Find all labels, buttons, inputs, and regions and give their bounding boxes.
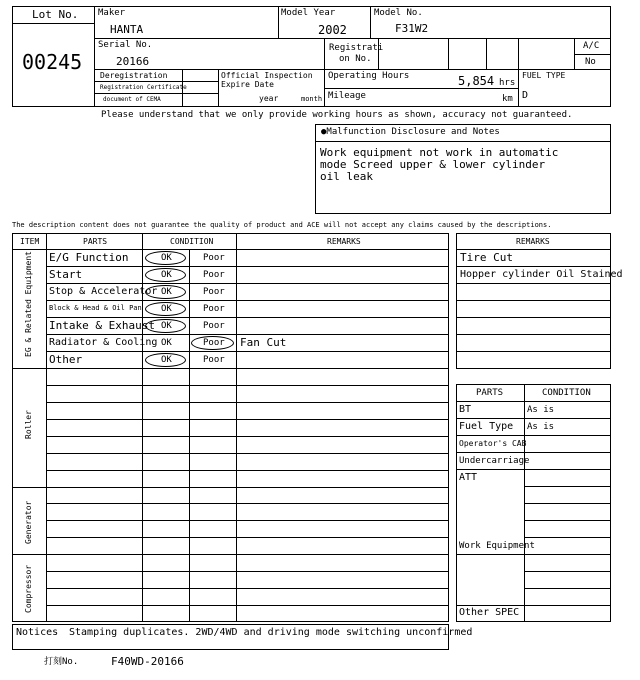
- serial-label: Serial No.: [98, 40, 153, 50]
- divider: [324, 88, 518, 89]
- registration-certificate-label: Registration Certificate: [100, 84, 187, 91]
- divider: [524, 520, 611, 521]
- divider: [236, 233, 237, 622]
- ok-option[interactable]: OK: [161, 287, 172, 297]
- divider: [456, 554, 611, 555]
- divider: [456, 317, 611, 318]
- working-hours-notice: Please understand that we only provide working hours as shown, accuracy not guaranteed.: [101, 110, 573, 120]
- divider: [46, 266, 449, 267]
- header-parts: PARTS: [83, 237, 108, 246]
- divider: [324, 38, 325, 107]
- poor-option[interactable]: Poor: [203, 321, 225, 331]
- model-year-label: Model Year: [281, 8, 336, 18]
- divider: [456, 266, 611, 267]
- divider: [12, 23, 94, 24]
- bt-label: BT: [459, 404, 472, 415]
- model-year-value: 2002: [318, 23, 347, 37]
- divider: [324, 69, 611, 70]
- part-other: Other: [49, 353, 83, 366]
- divider: [12, 487, 449, 488]
- registration-label-1: Registrati: [329, 43, 384, 53]
- divider: [218, 69, 219, 107]
- divider: [524, 486, 611, 487]
- remark-item: Hopper cylinder Oil Stained: [460, 269, 623, 280]
- divider: [46, 537, 449, 538]
- lot-label: Lot No.: [32, 8, 79, 21]
- divider: [46, 300, 449, 301]
- bt-value: As is: [527, 405, 555, 415]
- divider: [46, 283, 449, 284]
- divider: [448, 38, 449, 69]
- mileage-label: Mileage: [328, 91, 366, 101]
- divider: [46, 588, 449, 589]
- divider: [46, 453, 449, 454]
- divider: [574, 54, 611, 55]
- notices-label: Notices: [16, 627, 59, 638]
- divider: [46, 571, 449, 572]
- divider: [46, 233, 47, 622]
- ok-option[interactable]: OK: [161, 270, 172, 280]
- divider: [12, 554, 449, 555]
- operator-cab-label: Operator's CAB: [459, 439, 527, 448]
- divider: [524, 537, 611, 538]
- remark-item: Tire Cut: [460, 251, 513, 264]
- lot-number: 00245: [22, 50, 83, 74]
- divider: [46, 317, 449, 318]
- work-equipment-label: Work Equipment: [459, 541, 535, 551]
- model-no-label: Model No.: [374, 8, 423, 18]
- malfunction-title: ●Malfunction Disclosure and Notes: [321, 127, 500, 137]
- poor-option[interactable]: Poor: [203, 355, 225, 365]
- poor-option[interactable]: Poor: [203, 253, 225, 263]
- divider: [278, 6, 279, 38]
- operating-hours-value: 5,854: [458, 74, 495, 88]
- malfunction-text: Work equipment not work in automatic mode Screed upper & lower cylinder oil leak: [320, 146, 559, 183]
- poor-option[interactable]: Poor: [203, 338, 225, 348]
- divider: [524, 588, 611, 589]
- part-radiator-cooling: Radiator & Cooling: [49, 337, 158, 348]
- group-roller: Roller: [24, 410, 33, 440]
- divider: [12, 368, 449, 369]
- parts-header: PARTS: [476, 388, 504, 398]
- condition-header: CONDITION: [542, 388, 591, 398]
- remark-radiator: Fan Cut: [240, 336, 287, 349]
- fuel-type-value: D: [522, 90, 529, 101]
- divider: [456, 401, 611, 402]
- divider: [518, 38, 519, 107]
- divider: [456, 452, 611, 453]
- divider: [94, 69, 324, 70]
- divider: [46, 334, 449, 335]
- other-spec-label: Other SPEC: [459, 607, 520, 618]
- part-eg-function: E/G Function: [49, 251, 129, 264]
- divider: [456, 300, 611, 301]
- divider: [46, 503, 449, 504]
- part-stop-accelerator: Stop & Accelerator: [49, 286, 158, 297]
- ok-option[interactable]: OK: [161, 321, 172, 331]
- att-label: ATT: [459, 472, 478, 483]
- ok-option[interactable]: OK: [161, 338, 172, 348]
- inspection-label-1: Official Inspection: [221, 71, 313, 80]
- poor-option[interactable]: Poor: [203, 304, 225, 314]
- divider: [456, 435, 611, 436]
- part-start: Start: [49, 268, 83, 281]
- divider: [456, 283, 611, 284]
- divider: [46, 605, 449, 606]
- ac-value: No: [585, 57, 596, 67]
- poor-option[interactable]: Poor: [203, 270, 225, 280]
- divider: [46, 520, 449, 521]
- divider: [524, 503, 611, 504]
- part-block-head-oil-pan: Block & Head & Oil Pan: [49, 304, 142, 312]
- header-remarks: REMARKS: [327, 237, 361, 246]
- ok-option[interactable]: OK: [161, 304, 172, 314]
- ok-option[interactable]: OK: [161, 355, 172, 365]
- registration-label-2: on No.: [339, 54, 372, 64]
- ok-option[interactable]: OK: [161, 253, 172, 263]
- maker-value: HANTA: [110, 23, 144, 36]
- model-no-value: F31W2: [395, 22, 429, 35]
- divider: [456, 334, 611, 335]
- group-compressor: Compressor: [24, 564, 33, 614]
- divider: [456, 351, 611, 352]
- group-eg-related: EG & Related Equipment: [24, 251, 33, 357]
- stamp-label: 打刻No.: [44, 657, 79, 667]
- divider: [456, 469, 611, 470]
- divider: [46, 351, 449, 352]
- disclaimer: The description content does not guarantee the quality of product and ACE will not accept any claims caused by the descriptions.: [12, 221, 552, 229]
- ac-label: A/C: [583, 41, 600, 51]
- divider: [46, 385, 449, 386]
- stamp-value: F40WD-20166: [111, 655, 184, 668]
- maker-label: Maker: [98, 8, 126, 18]
- undercarriage-label: Undercarriage: [459, 456, 530, 466]
- divider: [46, 436, 449, 437]
- year-label: year: [259, 94, 279, 103]
- header-condition: CONDITION: [170, 237, 214, 246]
- divider: [486, 38, 487, 69]
- poor-option[interactable]: Poor: [203, 287, 225, 297]
- km-unit: km: [502, 94, 513, 104]
- divider: [94, 93, 218, 94]
- divider: [456, 605, 611, 606]
- header-item: ITEM: [20, 237, 40, 246]
- divider: [12, 249, 449, 250]
- part-intake-exhaust: Intake & Exhaust: [49, 319, 155, 332]
- divider: [456, 418, 611, 419]
- fuel-type-row-value: As is: [527, 422, 555, 432]
- divider: [370, 6, 371, 38]
- divider: [456, 249, 611, 250]
- fuel-type-label: FUEL TYPE: [522, 71, 566, 80]
- divider: [94, 38, 611, 39]
- month-label: month: [301, 95, 323, 103]
- divider: [524, 571, 611, 572]
- divider: [94, 6, 95, 107]
- notices-text: Stamping duplicates. 2WD/4WD and driving mode switching unconfirmed: [69, 627, 473, 638]
- fuel-type-row-label: Fuel Type: [459, 421, 514, 432]
- divider: [315, 141, 611, 142]
- group-generator: Generator: [24, 500, 33, 545]
- right-remarks-header: REMARKS: [516, 237, 550, 246]
- operating-hours-label: Operating Hours: [328, 71, 410, 81]
- hrs-unit: hrs: [499, 78, 516, 88]
- inspection-label-2: Expire Date: [221, 80, 274, 89]
- divider: [46, 419, 449, 420]
- serial-value: 20166: [116, 55, 150, 68]
- divider: [46, 402, 449, 403]
- deregistration-label: Deregistration: [100, 71, 168, 80]
- divider: [94, 81, 218, 82]
- cema-document-label: document of CEMA: [103, 96, 161, 103]
- divider: [46, 470, 449, 471]
